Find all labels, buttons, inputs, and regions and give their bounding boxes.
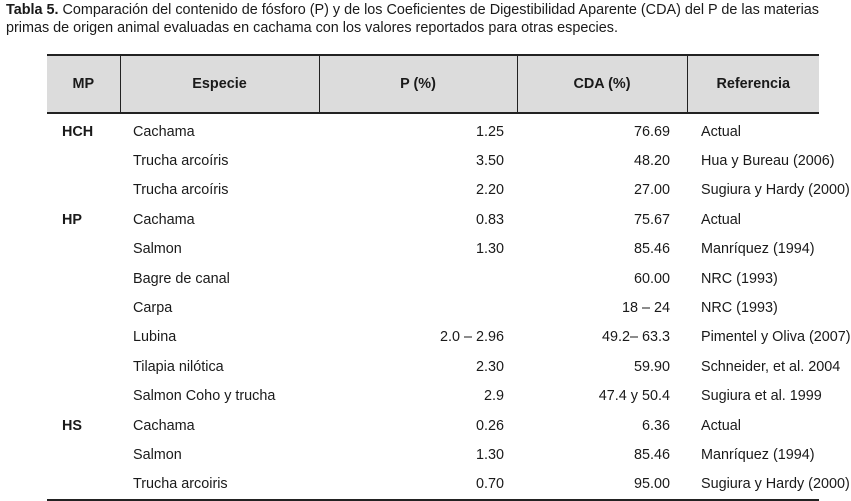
- cell-cda: 76.69: [633, 123, 670, 140]
- cell-cda: 27.00: [633, 182, 670, 199]
- table-row: [47, 176, 819, 205]
- table-label: Tabla 5.: [6, 2, 59, 18]
- table-row: [47, 293, 819, 322]
- cell-mp: [47, 352, 120, 381]
- cell-p: [319, 264, 517, 293]
- cell-p: 2.0 – 2.96: [439, 329, 504, 346]
- table-caption: [6, 1, 828, 37]
- cell-especie: Tilapia nilótica: [133, 358, 224, 375]
- cell-especie: Cachama: [133, 211, 195, 228]
- cell-mp: [47, 440, 120, 469]
- table-row: [47, 382, 819, 411]
- table-row: [47, 352, 819, 381]
- header-row: [47, 55, 819, 113]
- cell-p: 0.70: [319, 470, 517, 500]
- cell-mp: [47, 264, 120, 293]
- cell-referencia: Manríquez (1994): [701, 241, 815, 258]
- table-row: [47, 205, 819, 234]
- cell-referencia: Actual: [701, 123, 741, 140]
- cell-cda: 75.67: [633, 211, 670, 228]
- cell-cda: 49.2– 63.3: [601, 329, 670, 346]
- table-row: [47, 264, 819, 293]
- cell-cda: 85.46: [633, 241, 670, 258]
- caption-text: Comparación del contenido de fósforo (P) y de los Coeficientes de Digestibilidad Aparente (CDA) del P de las materias primas de origen animal evaluadas en cachama con los valores reportados para otras especies.: [6, 2, 819, 36]
- cell-especie: Trucha arcoíris: [133, 182, 229, 199]
- cell-referencia: Pimentel y Oliva (2007): [701, 329, 851, 346]
- table-row: [47, 440, 819, 469]
- cell-referencia: Sugiura y Hardy (2000): [687, 470, 819, 500]
- cell-p: 1.30: [475, 446, 504, 463]
- cell-p: 1.30: [475, 241, 504, 258]
- cell-mp: [47, 470, 120, 500]
- cell-referencia: Hua y Bureau (2006): [701, 153, 835, 170]
- cell-mp: HS: [62, 417, 82, 434]
- table-row: [47, 470, 819, 500]
- cell-especie: Trucha arcoíris: [133, 153, 229, 170]
- cell-cda: 47.4 y 50.4: [598, 388, 670, 405]
- cell-especie: Trucha arcoiris: [120, 470, 319, 500]
- cell-cda: 18 – 24: [621, 300, 670, 317]
- cell-mp: [47, 382, 120, 411]
- cell-p: 1.25: [475, 123, 504, 140]
- cell-mp: [47, 293, 120, 322]
- data-table: [47, 54, 851, 501]
- cell-especie: Bagre de canal: [133, 270, 230, 287]
- cell-p: 2.9: [483, 388, 504, 405]
- table-row: [47, 113, 819, 146]
- cell-referencia: Sugiura et al. 1999: [701, 388, 822, 405]
- table-row: [47, 323, 819, 352]
- cell-especie: Lubina: [133, 329, 177, 346]
- cell-especie: Cachama: [133, 417, 195, 434]
- table-row: [47, 411, 819, 440]
- table-row: [47, 146, 819, 175]
- cell-mp: [47, 146, 120, 175]
- header-mp: MP: [47, 55, 120, 113]
- cell-cda: 6.36: [641, 417, 670, 434]
- cell-referencia: Actual: [701, 211, 741, 228]
- cell-especie: Salmon Coho y trucha: [133, 388, 276, 405]
- cell-referencia: NRC (1993): [701, 270, 778, 287]
- cell-cda: 48.20: [633, 153, 670, 170]
- cell-referencia: Schneider, et al. 2004: [701, 358, 841, 375]
- cell-p: [319, 293, 517, 322]
- cell-mp: [47, 323, 120, 352]
- header-cda: CDA (%): [517, 55, 687, 113]
- cell-p: 0.83: [475, 211, 504, 228]
- cell-p: 2.30: [475, 358, 504, 375]
- cell-p: 3.50: [475, 153, 504, 170]
- cell-especie: Salmon: [133, 446, 182, 463]
- cell-referencia: Actual: [701, 417, 741, 434]
- cell-mp: [47, 176, 120, 205]
- cell-p: 0.26: [475, 417, 504, 434]
- cell-especie: Salmon: [133, 241, 182, 258]
- cell-especie: Cachama: [133, 123, 195, 140]
- cell-cda: 60.00: [633, 270, 670, 287]
- cell-mp: [47, 235, 120, 264]
- header-referencia: Referencia: [687, 55, 819, 113]
- cell-cda: 85.46: [633, 446, 670, 463]
- cell-p: 2.20: [475, 182, 504, 199]
- cell-mp: HCH: [62, 123, 94, 140]
- cell-referencia: NRC (1993): [701, 300, 778, 317]
- cell-referencia: Sugiura y Hardy (2000): [701, 182, 850, 199]
- cell-cda: 59.90: [633, 358, 670, 375]
- cell-mp: HP: [62, 211, 82, 228]
- cell-referencia: Manríquez (1994): [701, 446, 815, 463]
- cell-cda: 95.00: [517, 470, 687, 500]
- header-especie: Especie: [120, 55, 319, 113]
- table-row: [47, 235, 819, 264]
- header-p: P (%): [319, 55, 517, 113]
- cell-especie: Carpa: [133, 300, 173, 317]
